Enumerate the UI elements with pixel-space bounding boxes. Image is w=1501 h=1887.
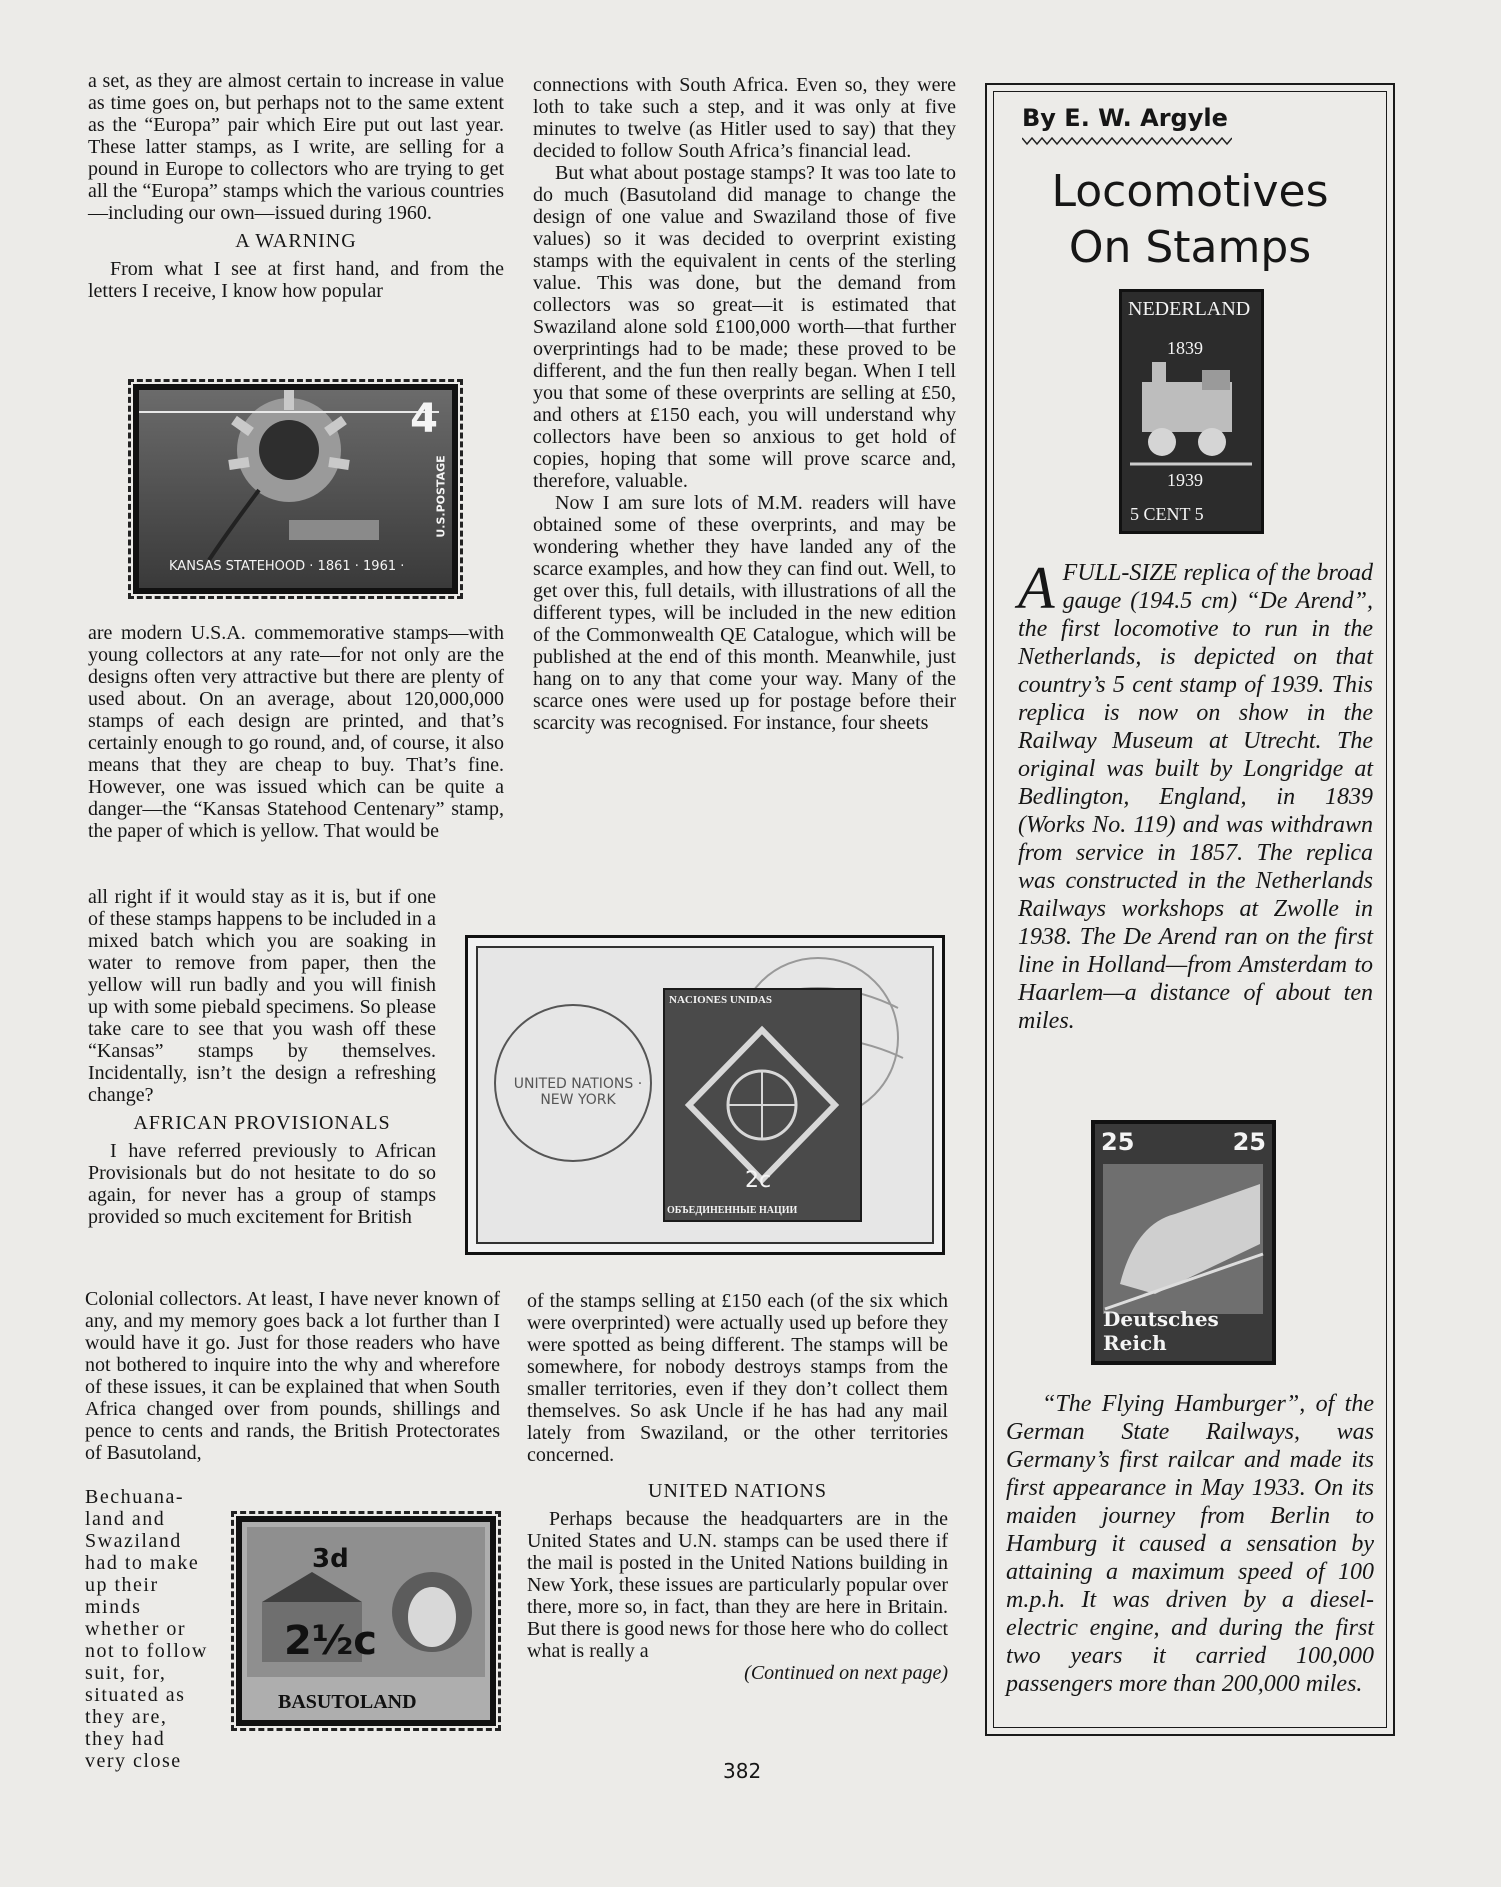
column-1-top (88, 70, 504, 302)
basutoland-stamp-image (236, 1516, 496, 1726)
stamp-year-bottom: 1939 (1167, 470, 1203, 490)
article-paragraph: Perhaps because the headquarters are in the United States and U.N. stamps can be used there if the mail is posted in the United Nations building in New York, these issues are particularly popular over there, more so, in fact, than they are here in Britain. But there is good news for those here who do collect what is really a (527, 1508, 949, 1662)
sidebar-inner-frame (993, 91, 1387, 1728)
decorative-squiggle-icon (1022, 136, 1232, 146)
stamp-country-text: U.S.POSTAGE (434, 455, 448, 538)
stamp-caption: KANSAS STATEHOOD · 1861 · 1961 · (169, 559, 405, 574)
article-paragraph: Colonial collectors. At least, I have never known of any, and my memory goes back a lot further than I would have it go. Just for those readers who have not bothered to inquire into the why and wherefore of these issues, it can be explained that when South Africa changed over from pounds, shillings and pence to cents and rands, the British Protectorates of Basutoland, (85, 1288, 500, 1464)
column-1-middle (88, 622, 504, 842)
article-paragraph: are modern U.S.A. commemorative stamps—with young collectors at any rate—for not only are the designs often very attractive but there are plenty of used about. On an average, about 120,000,000 stamps of each design are printed, and that’s certainly enough to go round, and, of course, it also means that they are cheap to buy. That’s fine. However, one was issued which can be quite a danger—the “Kansas Statehood Centenary” stamp, the paper of which is yellow. That would be (88, 622, 504, 842)
article-paragraph: a set, as they are almost certain to increase in value as time goes on, but perhaps not to the same extent as the “Europa” pair which Eire put out last year. These latter stamps, as I write, are selling for a pound in Europe to collectors who are trying to get all the “Europa” stamps which the various countries—including our own—issued during 1960. (88, 70, 504, 224)
column-2-bottom (527, 1290, 948, 1684)
page-number: 382 (723, 1759, 762, 1783)
sidebar-paragraph-2 (1006, 1390, 1374, 1698)
stamp-value: 2c (745, 1168, 772, 1193)
stamp-value: 5 CENT 5 (1130, 504, 1204, 524)
article-paragraph: all right if it would stay as it is, but if one of these stamps happens to be included in a mixed batch which you are soaking in water to remove from paper, then the yellow will run badly and you will finish up with some piebald specimens. So please take care to see that you wash off these “Kansas” stamps by themselves. Incidentally, isn’t the design a refreshing change? (88, 886, 436, 1106)
article-paragraph: But what about postage stamps? It was too late to do much (Basutoland did manage to change the design of one value and Swaziland those of five values) so it was decided to overprint existing stamps with the equivalent in cents of the sterling value. This was done, but the demand from collectors was so great—it is estimated that Swaziland alone sold £100,000 worth—that further overprintings had to be made; these proved to be different, and the fun then really began. When I tell you that some of these overprints are selling at £50, and others at £150 each, you will understand why collectors have been so anxious to get hold of copies, hoping that some will prove scarce and, therefore, valuable. (533, 162, 956, 492)
section-heading-un: UNITED NATIONS (648, 1480, 827, 1502)
column-1-narrow-bottom (85, 1486, 213, 1772)
article-paragraph: Bechuana-land and Swaziland had to make up their minds whether or not to follow suit, for, situated as they are, they had very close (85, 1486, 208, 1772)
dropcap: A (1018, 555, 1055, 621)
column-2-top (533, 74, 956, 734)
stamp-value-right: 25 (1232, 1128, 1266, 1156)
article-paragraph: Now I am sure lots of M.M. readers will have obtained some of these overprints, and may be wondering whether they have landed any of the scarce examples, and how they can find out. Well, to get over this, full details, with illustrations of all the different types, will be included in the new edition of the Commonwealth QE Catalogue, which will be published at the end of this month. Meanwhile, just hang on to any that come your way. Many of the scarce ones were used up for postage before their scarcity was recognised. For instance, four sheets (533, 492, 956, 734)
stamp-surcharge: 2½c (284, 1618, 377, 1664)
stamp-country-name: BASUTOLAND (278, 1691, 417, 1713)
continued-note: (Continued on next page) (744, 1662, 948, 1684)
kansas-stamp-image (133, 384, 458, 594)
article-paragraph: I have referred previously to African Provisionals but do not hesitate to do so again, for never has a group of stamps provided so much excitement for British (88, 1140, 436, 1228)
locomotive-icon (1122, 292, 1261, 531)
nederland-stamp-image (1119, 289, 1264, 534)
postmark-text: UNITED NATIONS · NEW YORK (513, 1076, 643, 1108)
deutsches-reich-stamp-image (1091, 1120, 1276, 1365)
sidebar-title-line1: Locomotives (1051, 166, 1329, 217)
section-heading-warning: A WARNING (235, 230, 357, 252)
byline: By E. W. Argyle (1022, 104, 1228, 132)
stamp-value: 3d (312, 1544, 349, 1574)
sidebar-paragraph-text: FULL-SIZE replica of the broad gauge (194.5 cm) “De Arend”, the first locomotive to run in the Netherlands, is depicted on that country’s 5 cent stamp of 1939. This replica is now on show in the Railway Museum at Utrecht. The original was built by Longridge at Bedlington, England, in 1839 (Works No. 119) and was withdrawn from service in 1857. The replica was constructed in the Netherlands Railways workshops at Zwolle in 1938. The De Arend ran on the first line in Holland—from Amsterdam to Haarlem—a distance of about ten miles. (1018, 560, 1373, 1034)
stamp-year-top: 1839 (1167, 338, 1203, 358)
stamp-bottom-text: ОБЪЕДИНЕННЫЕ НАЦИИ (667, 1205, 798, 1216)
section-heading-african: AFRICAN PROVISIONALS (133, 1112, 391, 1134)
stamp-value-left: 25 (1101, 1128, 1135, 1156)
un-stamp (663, 988, 862, 1222)
sidebar-paragraph-text: “The Flying Hamburger”, of the German State Railways, was Germany’s first railcar and made its first appearance in May 1933. On its maiden journey from Berlin to Hamburg it caused a sensation by attaining a maximum speed of 100 m.p.h. It was driven by a diesel-electric engine, and during the first two years it carried 100,000 passengers more than 200,000 miles. (1006, 1391, 1374, 1697)
sidebar-title (994, 164, 1386, 276)
article-paragraph: From what I see at first hand, and from the letters I receive, I know how popular (88, 258, 504, 302)
locomotives-sidebar (985, 83, 1395, 1736)
stamp-denomination: 4 (410, 396, 438, 442)
sidebar-paragraph-1 (1018, 555, 1373, 1035)
stamp-top-text: NACIONES UNIDAS (669, 994, 772, 1006)
sidebar-title-line2: On Stamps (1068, 222, 1312, 273)
article-paragraph: of the stamps selling at £150 each (of the six which were overprinted) were actually used up before they were spotted as being different. The stamps will be somewhere, for nobody destroys stamps from the smaller territories, even if they don’t collect them themselves. So ask Uncle if he has had any mail lately from Swaziland, or the other territories concerned. (527, 1290, 948, 1466)
article-paragraph: connections with South Africa. Even so, they were loth to take such a step, and it was only at five minutes to twelve (as Hitler used to say) that they decided to follow South Africa’s financial lead. (533, 74, 956, 162)
column-1-lower (85, 1288, 500, 1464)
stamp-name: Deutsches Reich (1103, 1307, 1219, 1355)
column-1-narrow (88, 886, 436, 1228)
stamp-country: NEDERLAND (1128, 298, 1251, 320)
united-nations-cover-image (465, 935, 945, 1255)
